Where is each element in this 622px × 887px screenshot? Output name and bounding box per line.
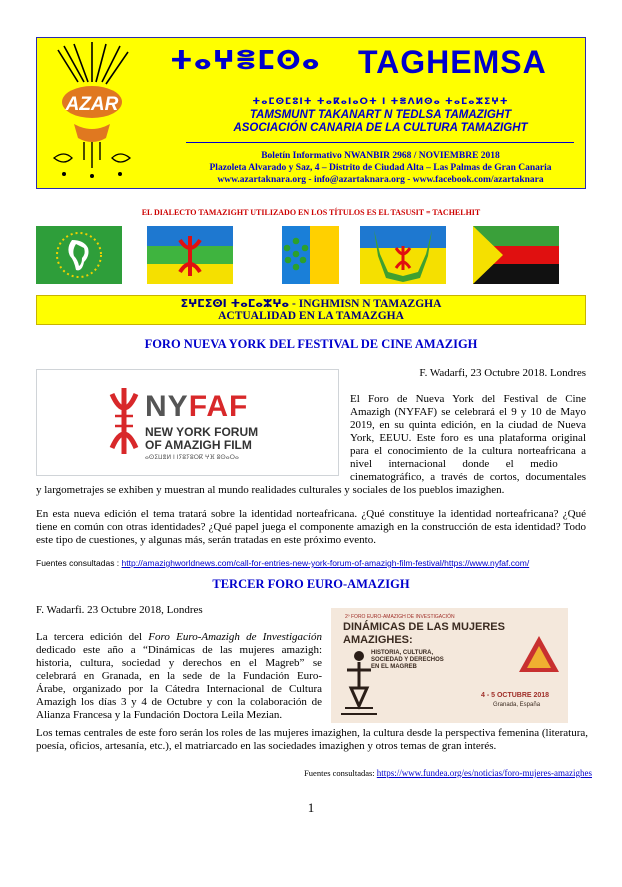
text-line: celebrará en Granada, en la sede de la Fundación Euro- — [36, 670, 322, 682]
article2-forum-name: Foro Euro-Amazigh de Investigación — [148, 631, 322, 643]
article2-para1-start: La tercera edición del — [36, 631, 149, 643]
logo-text: AZAR — [65, 94, 119, 115]
article2-para2: Los temas centrales de este foro serán los roles de las mujeres imazighen, la cultura desde la perspectiva femenina (literatura, poesía, oficios, artesanía, etc.), el matriarcado en las sociedades imazighen y otros temas de gran interés. — [36, 727, 588, 752]
kabyle-flag-icon — [360, 226, 446, 284]
section-title-line1 — [36, 297, 586, 310]
section-title-latin: - INGHMISN N TAMAZGHA — [289, 298, 442, 310]
african-union-flag-icon — [36, 226, 122, 284]
article1-para1-end: y largometrajes se exhiben y muestran al mundo realidades culturales y sociales de los pueblos imazighen. — [36, 484, 505, 496]
text-line: dedicado este año a “Dinámicas de las mujeres amazigh: — [36, 644, 322, 656]
bulletin-line: Boletín Informativo NWANBIR 2968 / NOVIEMBRE 2018 — [261, 151, 500, 161]
text-line: cinematográfico, a través de cortos, documentales — [350, 471, 586, 483]
nyfaf-logo-image — [36, 369, 339, 476]
article1-sources-link[interactable]: http://amazighworldnews.com/call-for-entries-new-york-forum-of-amazigh-film-festival/https://www.nyfaf.com/ — [121, 558, 530, 568]
article1-title: FORO NUEVA YORK DEL FESTIVAL DE CINE AMAZIGH — [144, 337, 478, 351]
azawad-flag-icon — [473, 226, 559, 284]
poster-line1: DINÁMICAS DE LAS MUJERES — [343, 621, 505, 633]
poster-place: Granada, España — [493, 702, 541, 708]
sources-label: Fuentes consultadas : — [36, 558, 122, 568]
poster-sub3: EN EL MAGREB — [371, 664, 417, 670]
title-latin: TAGHEMSA — [358, 44, 547, 80]
nyfaf-line2: OF AMAZIGH FILM — [145, 438, 252, 452]
address-line: Plazoleta Alvarado y Saz, 4 – Distrito de Ciudad Alta – Las Palmas de Gran Canaria — [209, 163, 552, 173]
section-title-line2: ACTUALIDAD EN LA TAMAZGHA — [218, 310, 404, 322]
nyfaf-acronym-ny: NY — [145, 390, 189, 423]
article1-para1-top — [350, 393, 586, 484]
nyfaf-line1: NEW YORK FORUM — [145, 425, 259, 439]
text-line: 2019, en su quinta edición, en la ciudad de Nueva — [350, 419, 586, 431]
header-divider — [186, 142, 574, 143]
nyfaf-yaz-icon — [109, 386, 139, 456]
sources-label: Fuentes consultadas: — [304, 768, 377, 778]
text-line: para el conocimiento de la cultura norteafricana a — [350, 445, 586, 457]
text-line — [36, 631, 322, 644]
article1-para2: En esta nueva edición el tema tratará sobre la identidad norteafricana. ¿Qué constituye la identidad norteafricana? ¿Qué tiene en común con otras identidades? ¿Qué papel juega el componente amazigh en la construcción de esta identidad? Todo este tipo de cuestiones, y algunas más, serán tratadas en este próximo evento. — [36, 508, 586, 546]
poster-line2: AMAZIGHES: — [343, 634, 413, 646]
title-tifinagh: ⵜⴰⵖⴻⵎⵙⴰ — [170, 46, 321, 76]
text-line: Amazigh los días 3 y 4 de Octubre y con la colaboración de — [36, 696, 322, 708]
article2-byline: F. Wadarfi. 23 Octubre 2018, Londres — [36, 604, 203, 616]
congress-poster-image — [331, 608, 568, 723]
page-number: 1 — [307, 800, 315, 815]
article2-sources — [286, 768, 592, 778]
poster-woman-figure-icon — [337, 648, 417, 720]
article2-title: TERCER FORO EURO-AMAZIGH — [212, 577, 410, 591]
poster-triangle-emblem-icon — [517, 634, 561, 674]
text-line: historia, cultura, sociedad y derechos en el Magreb” se — [36, 657, 322, 669]
poster-date: 4 - 5 OCTUBRE 2018 — [481, 692, 550, 699]
nyfaf-acronym-faf: FAF — [188, 390, 249, 423]
org-name-spanish: ASOCIACIÓN CANARIA DE LA CULTURA TAMAZIGHT — [233, 122, 528, 134]
nyfaf-acronym — [145, 390, 248, 424]
article2-para1 — [36, 631, 322, 722]
org-name-tifinagh: ⵜⴰⵎⵙⵎⵓⵏⵜ ⵜⴰⴽⴰⵏⴰⵔⵜ ⵏ ⵜⴻⴷⵍⵙⴰ ⵜⴰⵎⴰⵣⵉⵖⵜ — [252, 97, 509, 107]
amazigh-flag-icon — [147, 226, 233, 284]
article1-byline: F. Wadarfi, 23 Octubre 2018. Londres — [419, 367, 586, 379]
text-line: nivel internacional donde el medio — [350, 458, 558, 470]
section-title-tifinagh: ⵉⵖⵎⵉⵙⵏ ⵜⴰⵎⴰⵣⵖⴰ — [180, 297, 290, 310]
canary-independence-flag-icon — [253, 226, 339, 284]
poster-top: 2º FORO EURO-AMAZIGH DE INVESTIGACIÓN — [345, 614, 455, 620]
org-name-tamazight: TAMSMUNT TAKANART N TEDLSA TAMAZIGHT — [249, 109, 512, 121]
text-line: York, EEUU. Este foro es una plataforma original — [350, 432, 586, 444]
dialect-note: EL DIALECTO TAMAZIGHT UTILIZADO EN LOS TÍTULOS ES EL TASUSIT = TACHELHIT — [141, 208, 481, 217]
text-line: El Foro de Nueva York del Festival de Cine — [350, 393, 586, 405]
text-line: Árabe, organizado por la Cátedra Internacional de Cultura — [36, 683, 322, 695]
text-line: Alianza Francesa y la Fundación Doctora Leila Mezian. — [36, 709, 283, 721]
nyfaf-tifinagh: ⴰⵙⵉⵡⴻⵍ ⵏ ⵏⵢⵓⵢⵓⵔⴽ ⵖⴼ ⵓⵙⴰⵔⴰ — [145, 454, 239, 461]
article2-sources-link[interactable]: https://www.fundea.org/es/noticias/foro-mujeres-amazighes — [376, 768, 592, 778]
article1-sources — [36, 558, 596, 568]
poster-sub1: HISTORIA, CULTURA, — [371, 650, 434, 656]
poster-sub2: SOCIEDAD Y DERECHOS — [371, 657, 444, 663]
text-line: Amazigh (NYFAF) se celebrará el 9 y 10 de Mayo — [350, 406, 586, 418]
web-line: www.azartaknara.org - info@azartaknara.org - www.facebook.com/azartaknara — [217, 175, 544, 185]
